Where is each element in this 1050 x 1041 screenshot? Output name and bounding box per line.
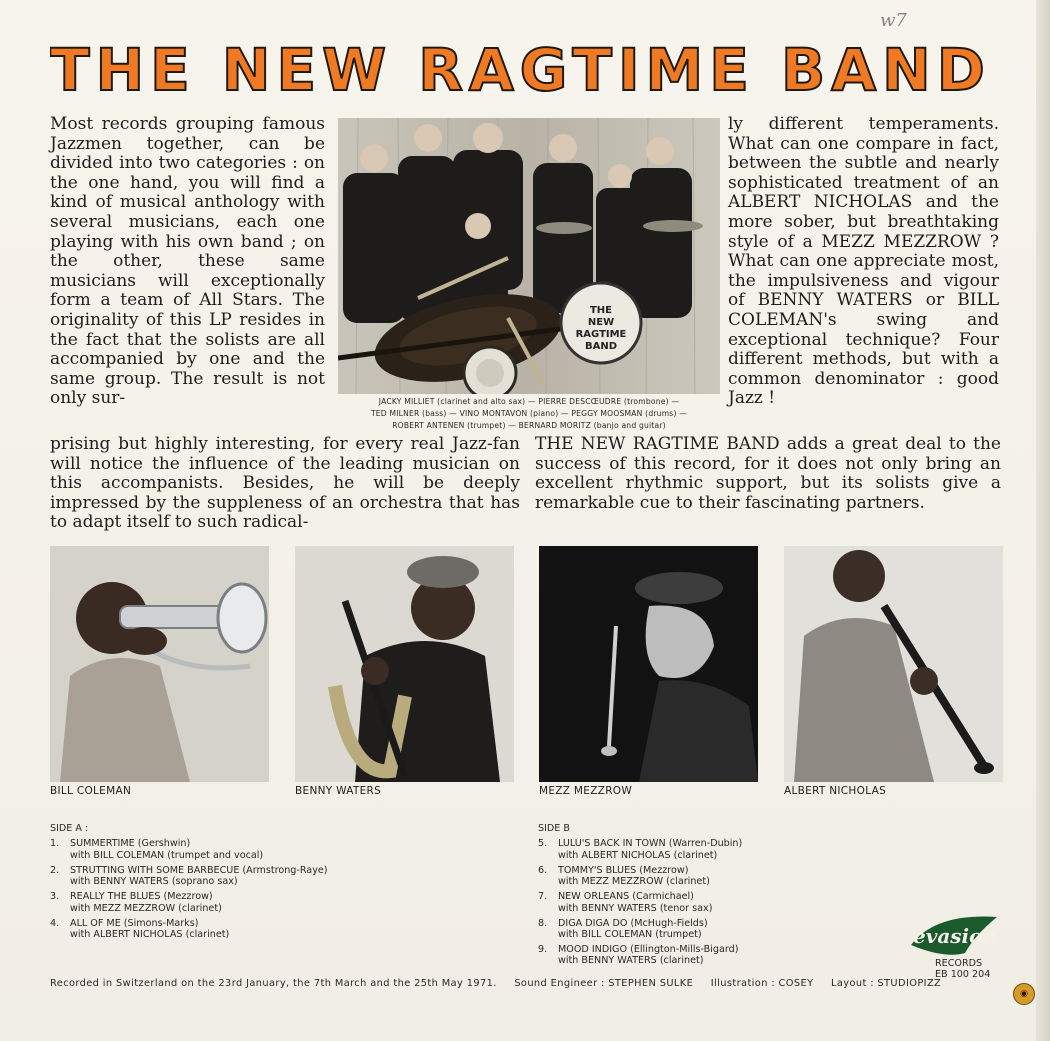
track-number: 8. <box>538 917 548 929</box>
portrait-mezz-mezzrow <box>539 546 758 782</box>
track-performer: with BILL COLEMAN (trumpet and vocal) <box>70 849 264 861</box>
track-number: 7. <box>538 891 548 903</box>
portrait-bill-coleman <box>50 546 269 782</box>
side-b-title: SIDE B <box>538 823 570 834</box>
track-performer: with BENNY WATERS (tenor sax) <box>558 902 713 914</box>
liner-notes-right: ly different temperaments. What can one compare in fact, between the subtle and nearly sophisticated treatment of an ALBERT NICHOLAS and the more sober, but breathtaking style of a MEZZ MEZZROW ? What can one appreciate most, the impulsiveness and vigour of BENNY WATERS or BILL COLEMAN's swing and exceptional technique? Four different methods, but with a common denominator : good Jazz ! <box>728 114 999 409</box>
svg-text:THE: THE <box>589 305 613 316</box>
logo-wordmark: evasion <box>912 924 998 948</box>
track-performer: with ALBERT NICHOLAS (clarinet) <box>70 929 230 941</box>
track-performer: with MEZZ MEZZROW (clarinet) <box>558 876 710 888</box>
track-title: DIGA DIGA DO (McHugh-Fields) <box>558 917 708 929</box>
track-title: REALLY THE BLUES (Mezzrow) <box>70 891 213 903</box>
handwritten-mark: w7 <box>880 10 907 31</box>
portrait-name: BILL COLEMAN <box>50 785 132 797</box>
track-performer: with MEZZ MEZZROW (clarinet) <box>70 902 222 914</box>
sound-engineer: Sound Engineer : STEPHEN SULKE <box>514 978 694 989</box>
svg-text:NEW: NEW <box>587 317 615 328</box>
track-title: SUMMERTIME (Gershwin) <box>70 838 191 850</box>
caption-line: ROBERT ANTENEN (trumpet) — BERNARD MORITZ (banjo and guitar) <box>392 421 666 430</box>
track-title: MOOD INDIGO (Ellington-Mills-Bigard) <box>558 944 739 956</box>
recording-info: Recorded in Switzerland on the 23rd January, the 7th March and the 25th May 1971. <box>50 978 497 989</box>
track-number: 4. <box>50 917 60 929</box>
track-title: STRUTTING WITH SOME BARBECUE (Armstrong-Raye) <box>70 864 328 876</box>
track-item <box>50 865 490 888</box>
label-records: RECORDS <box>935 958 983 969</box>
sleeve-edge <box>1036 0 1050 1041</box>
track-item <box>538 891 838 914</box>
track-title: TOMMY'S BLUES (Mezzrow) <box>558 864 689 876</box>
stereo-badge-icon: ◉ <box>1013 983 1035 1005</box>
track-title: LULU'S BACK IN TOWN (Warren-Dubin) <box>558 838 743 850</box>
portrait-name: ALBERT NICHOLAS <box>784 785 887 797</box>
track-item <box>538 865 838 888</box>
bill-coleman-photo <box>50 546 269 782</box>
track-performer: with BENNY WATERS (clarinet) <box>558 955 704 967</box>
caption-line: TED MILNER (bass) — VINO MONTAVON (piano) — PEGGY MOOSMAN (drums) — <box>370 409 688 418</box>
side-a-title: SIDE A : <box>50 823 89 834</box>
benny-waters-photo <box>295 546 514 782</box>
track-number: 9. <box>538 944 548 956</box>
svg-text:RAGTIME: RAGTIME <box>575 329 627 340</box>
track-number: 5. <box>538 838 548 850</box>
caption-line: JACKY MILLIET (clarinet and alto sax) — PIERRE DESCŒUDRE (trombone) — <box>378 397 680 406</box>
track-title: NEW ORLEANS (Carmichael) <box>558 891 694 903</box>
catalog-number: EB 100 204 <box>935 969 991 980</box>
track-performer: with ALBERT NICHOLAS (clarinet) <box>558 849 718 861</box>
tracklist-side-b <box>538 823 838 970</box>
liner-notes-left: Most records grouping famous Jazzmen together, can be divided into two categories : on the one hand, you will find a kind of musical anthology with several musicians, each one playing with his own band ; on the other, these same musicians will exceptionally form a team of All Stars. The originality of this LP resides in the fact that the solists are all accompanied by one and the same group. The result is not only sur- <box>50 114 325 409</box>
track-item <box>538 838 838 861</box>
track-item <box>50 838 490 861</box>
credits-line <box>50 978 1010 989</box>
track-number: 6. <box>538 864 548 876</box>
track-performer: with BILL COLEMAN (trumpet) <box>558 929 702 941</box>
track-number: 1. <box>50 838 60 850</box>
track-number: 3. <box>50 891 60 903</box>
track-performer: with BENNY WATERS (soprano sax) <box>70 876 238 888</box>
track-item <box>50 891 490 914</box>
track-title: ALL OF ME (Simons-Marks) <box>70 917 199 929</box>
portrait-name: MEZZ MEZZROW <box>539 785 633 797</box>
illustration-credit: Illustration : COSEY <box>710 978 814 989</box>
layout-credit: Layout : STUDIOPIZZ <box>831 978 942 989</box>
album-title: THE NEW RAGTIME BAND <box>50 40 991 100</box>
portrait-benny-waters <box>295 546 514 782</box>
band-photo-caption <box>333 396 725 432</box>
tracklist-side-a <box>50 823 490 944</box>
svg-text:BAND: BAND <box>584 341 618 352</box>
portrait-name: BENNY WATERS <box>295 785 382 797</box>
track-item <box>538 918 838 941</box>
liner-notes-right-wide: THE NEW RAGTIME BAND adds a great deal to the success of this record, for it does not only bring an excellent rhythmic support, but its solists give a remarkable cue to their fascinating partners. <box>535 434 1001 513</box>
track-item <box>538 944 838 967</box>
band-photo <box>338 118 720 394</box>
label-info <box>935 958 990 980</box>
liner-notes-left-wide: prising but highly interesting, for every real Jazz-fan will notice the influence of the leading musician on this accompanists. Besides, he will be deeply impressed by the suppleness of an orchestra that has to adapt itself to such radical- <box>50 434 520 533</box>
band-photo-illustration <box>338 118 720 394</box>
track-item <box>50 918 490 941</box>
portrait-albert-nicholas <box>784 546 1003 782</box>
track-number: 2. <box>50 864 60 876</box>
albert-nicholas-photo <box>784 546 1003 782</box>
mezz-mezzrow-photo <box>539 546 758 782</box>
